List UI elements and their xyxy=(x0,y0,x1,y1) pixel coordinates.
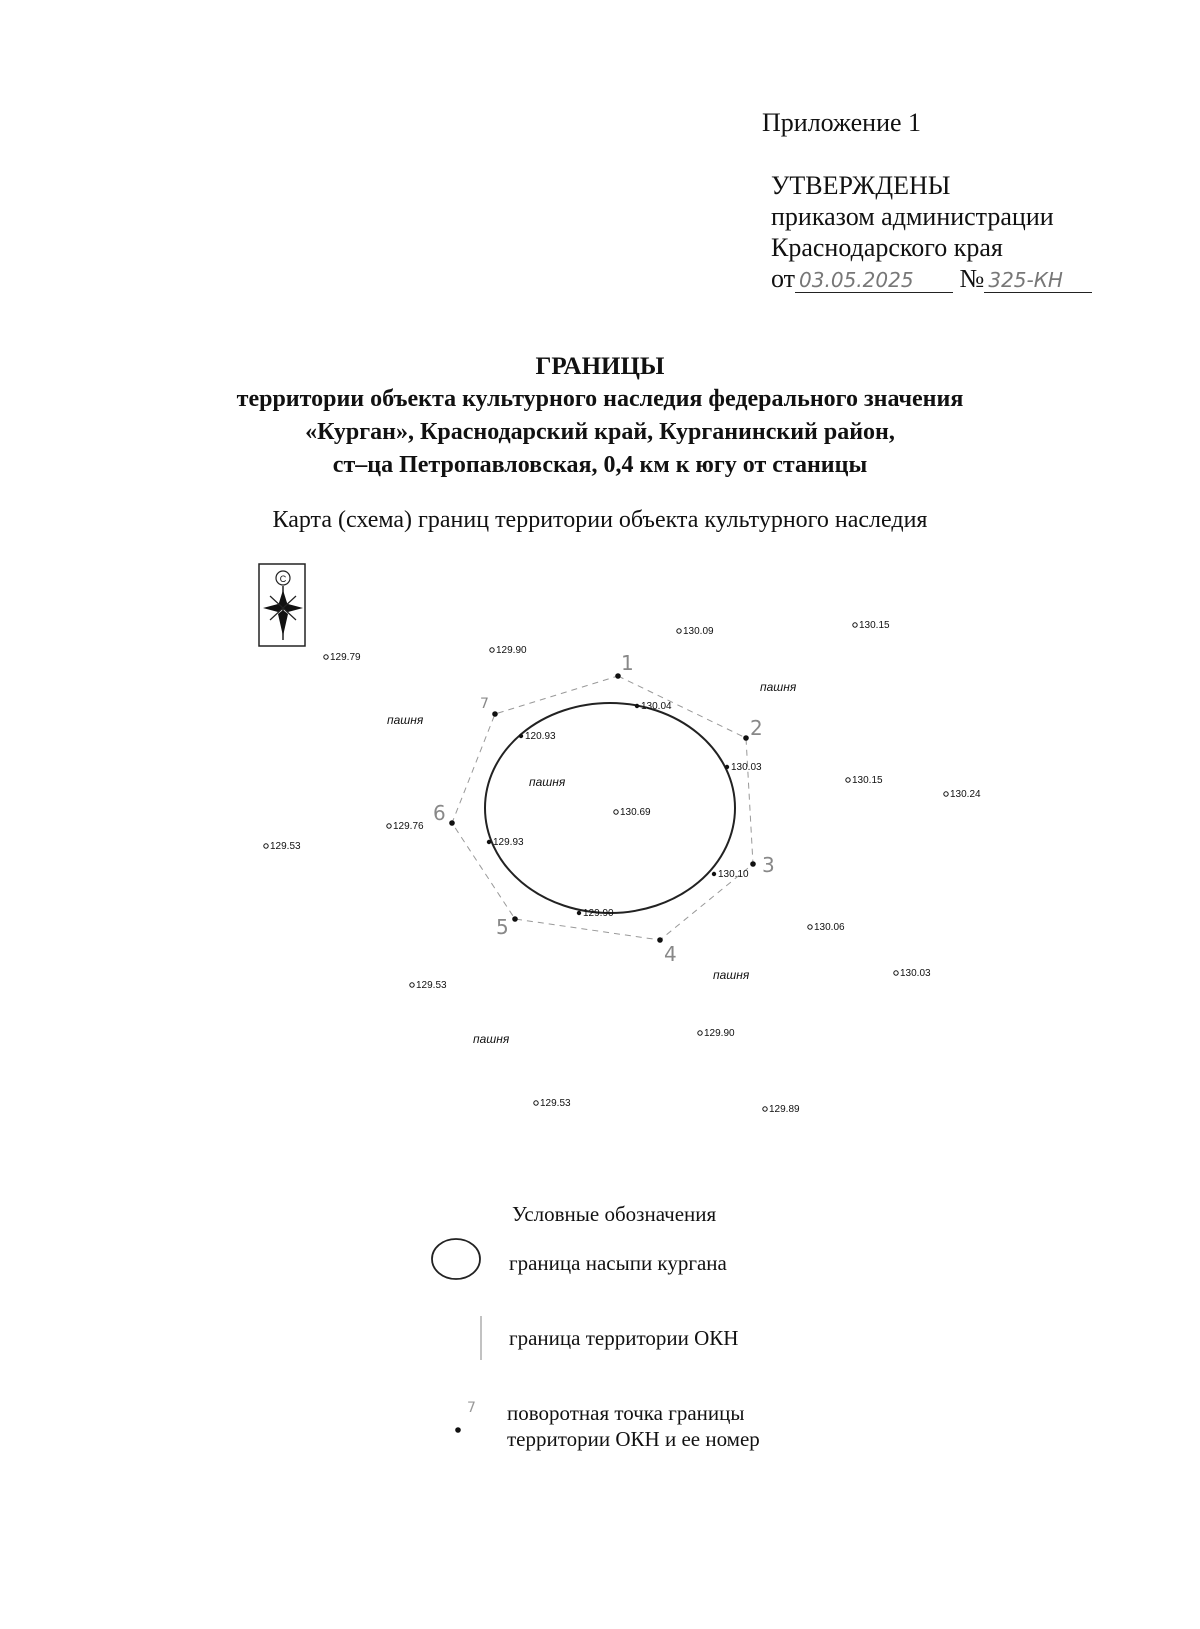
legend-mound-symbol xyxy=(432,1239,480,1279)
elevation-label: 120.93 xyxy=(525,731,556,742)
legend-turn-point-line-1: поворотная точка границы xyxy=(507,1401,745,1425)
elevation-label: 129.93 xyxy=(493,837,524,848)
elevation-label: 129.76 xyxy=(393,821,424,832)
title-line-2: «Курган», Краснодарский край, Курганинский район, xyxy=(305,419,895,445)
turn-point xyxy=(750,853,775,877)
legend-turn-point-text xyxy=(507,1400,760,1452)
legend-okn-text: граница территории ОКН xyxy=(509,1326,739,1350)
turn-point xyxy=(433,801,455,826)
elevation-label: 129.90 xyxy=(704,1028,735,1039)
elevation-label: 130.15 xyxy=(852,775,883,786)
elevation-point xyxy=(894,968,931,979)
turn-point xyxy=(615,651,634,679)
turn-point xyxy=(657,937,677,966)
turn-point-number: 5 xyxy=(496,915,509,939)
elevation-point xyxy=(712,869,749,880)
elevation-point xyxy=(698,1028,735,1039)
elevation-label: 130.06 xyxy=(814,922,845,933)
elevation-point xyxy=(410,980,447,991)
elevation-point xyxy=(677,626,714,637)
elevation-point xyxy=(808,922,845,933)
turn-point xyxy=(480,696,498,717)
legend-title: Условные обозначения xyxy=(512,1202,717,1226)
elevation-label: 129.53 xyxy=(270,841,301,852)
elevation-point xyxy=(487,837,524,848)
elevation-point xyxy=(519,731,556,742)
elevation-label: 129.90 xyxy=(583,908,614,919)
number-prefix: № xyxy=(959,264,985,293)
compass-north-label: С xyxy=(279,574,287,584)
elevation-point xyxy=(577,908,614,919)
order-line-1: приказом администрации xyxy=(771,202,1054,231)
handwritten-date: 03.05.2025 xyxy=(795,268,953,293)
compass-rose-icon xyxy=(259,564,305,646)
legend-mound-text: граница насыпи кургана xyxy=(509,1251,727,1275)
title-line-1: территории объекта культурного наследия федерального значения xyxy=(236,386,964,412)
turn-point-number: 2 xyxy=(750,716,763,740)
elevation-label: 129.89 xyxy=(769,1104,800,1115)
elevation-point xyxy=(387,821,424,832)
turn-point-number: 4 xyxy=(664,942,677,966)
appendix-label: Приложение 1 xyxy=(762,108,922,137)
elevation-label: 130.03 xyxy=(900,968,931,979)
map-subtitle: Карта (схема) границ территории объекта культурного наследия xyxy=(272,507,928,533)
elevation-label: 129.53 xyxy=(416,980,447,991)
turn-point xyxy=(743,716,763,741)
elevation-label: 130.04 xyxy=(641,701,672,712)
turn-point-number: 1 xyxy=(621,651,634,675)
land-label: пашня xyxy=(473,1032,510,1046)
elevation-label: 130.09 xyxy=(683,626,714,637)
elevation-point xyxy=(614,807,651,818)
land-label: пашня xyxy=(760,680,797,694)
approved-heading: УТВЕРЖДЕНЫ xyxy=(771,171,951,200)
legend-turn-point-line-2: территории ОКН и ее номер xyxy=(507,1427,760,1451)
legend-turn-point-symbol xyxy=(455,1400,476,1433)
elevation-point xyxy=(324,652,361,663)
elevation-label: 129.79 xyxy=(330,652,361,663)
elevation-point xyxy=(944,789,981,800)
turn-point-number: 7 xyxy=(480,696,489,712)
elevation-label: 129.53 xyxy=(540,1098,571,1109)
elevation-label: 130.10 xyxy=(718,869,749,880)
land-label: пашня xyxy=(713,968,750,982)
elevation-point xyxy=(725,762,762,773)
legend-turn-point-number: 7 xyxy=(467,1400,476,1416)
elevation-point xyxy=(635,701,672,712)
turn-point-number: 6 xyxy=(433,801,446,825)
elevation-label: 130.15 xyxy=(859,620,890,631)
title-line-3: ст–ца Петропавловская, 0,4 км к югу от станицы xyxy=(332,452,868,478)
elevation-label: 130.69 xyxy=(620,807,651,818)
handwritten-number: 325-КН xyxy=(984,268,1092,293)
turn-point xyxy=(496,915,518,939)
title-main: ГРАНИЦЫ xyxy=(535,353,665,380)
elevation-label: 130.24 xyxy=(950,789,981,800)
elevation-point xyxy=(846,775,883,786)
elevation-point xyxy=(490,645,527,656)
elevation-point xyxy=(763,1104,800,1115)
land-label: пашня xyxy=(529,775,566,789)
elevation-point xyxy=(264,841,301,852)
elevation-point xyxy=(534,1098,571,1109)
elevation-label: 129.90 xyxy=(496,645,527,656)
date-prefix: от xyxy=(771,264,796,293)
elevation-label: 130.03 xyxy=(731,762,762,773)
turn-point-number: 3 xyxy=(762,853,775,877)
elevation-point xyxy=(853,620,890,631)
land-label: пашня xyxy=(387,713,424,727)
order-line-2: Краснодарского края xyxy=(771,233,1003,262)
